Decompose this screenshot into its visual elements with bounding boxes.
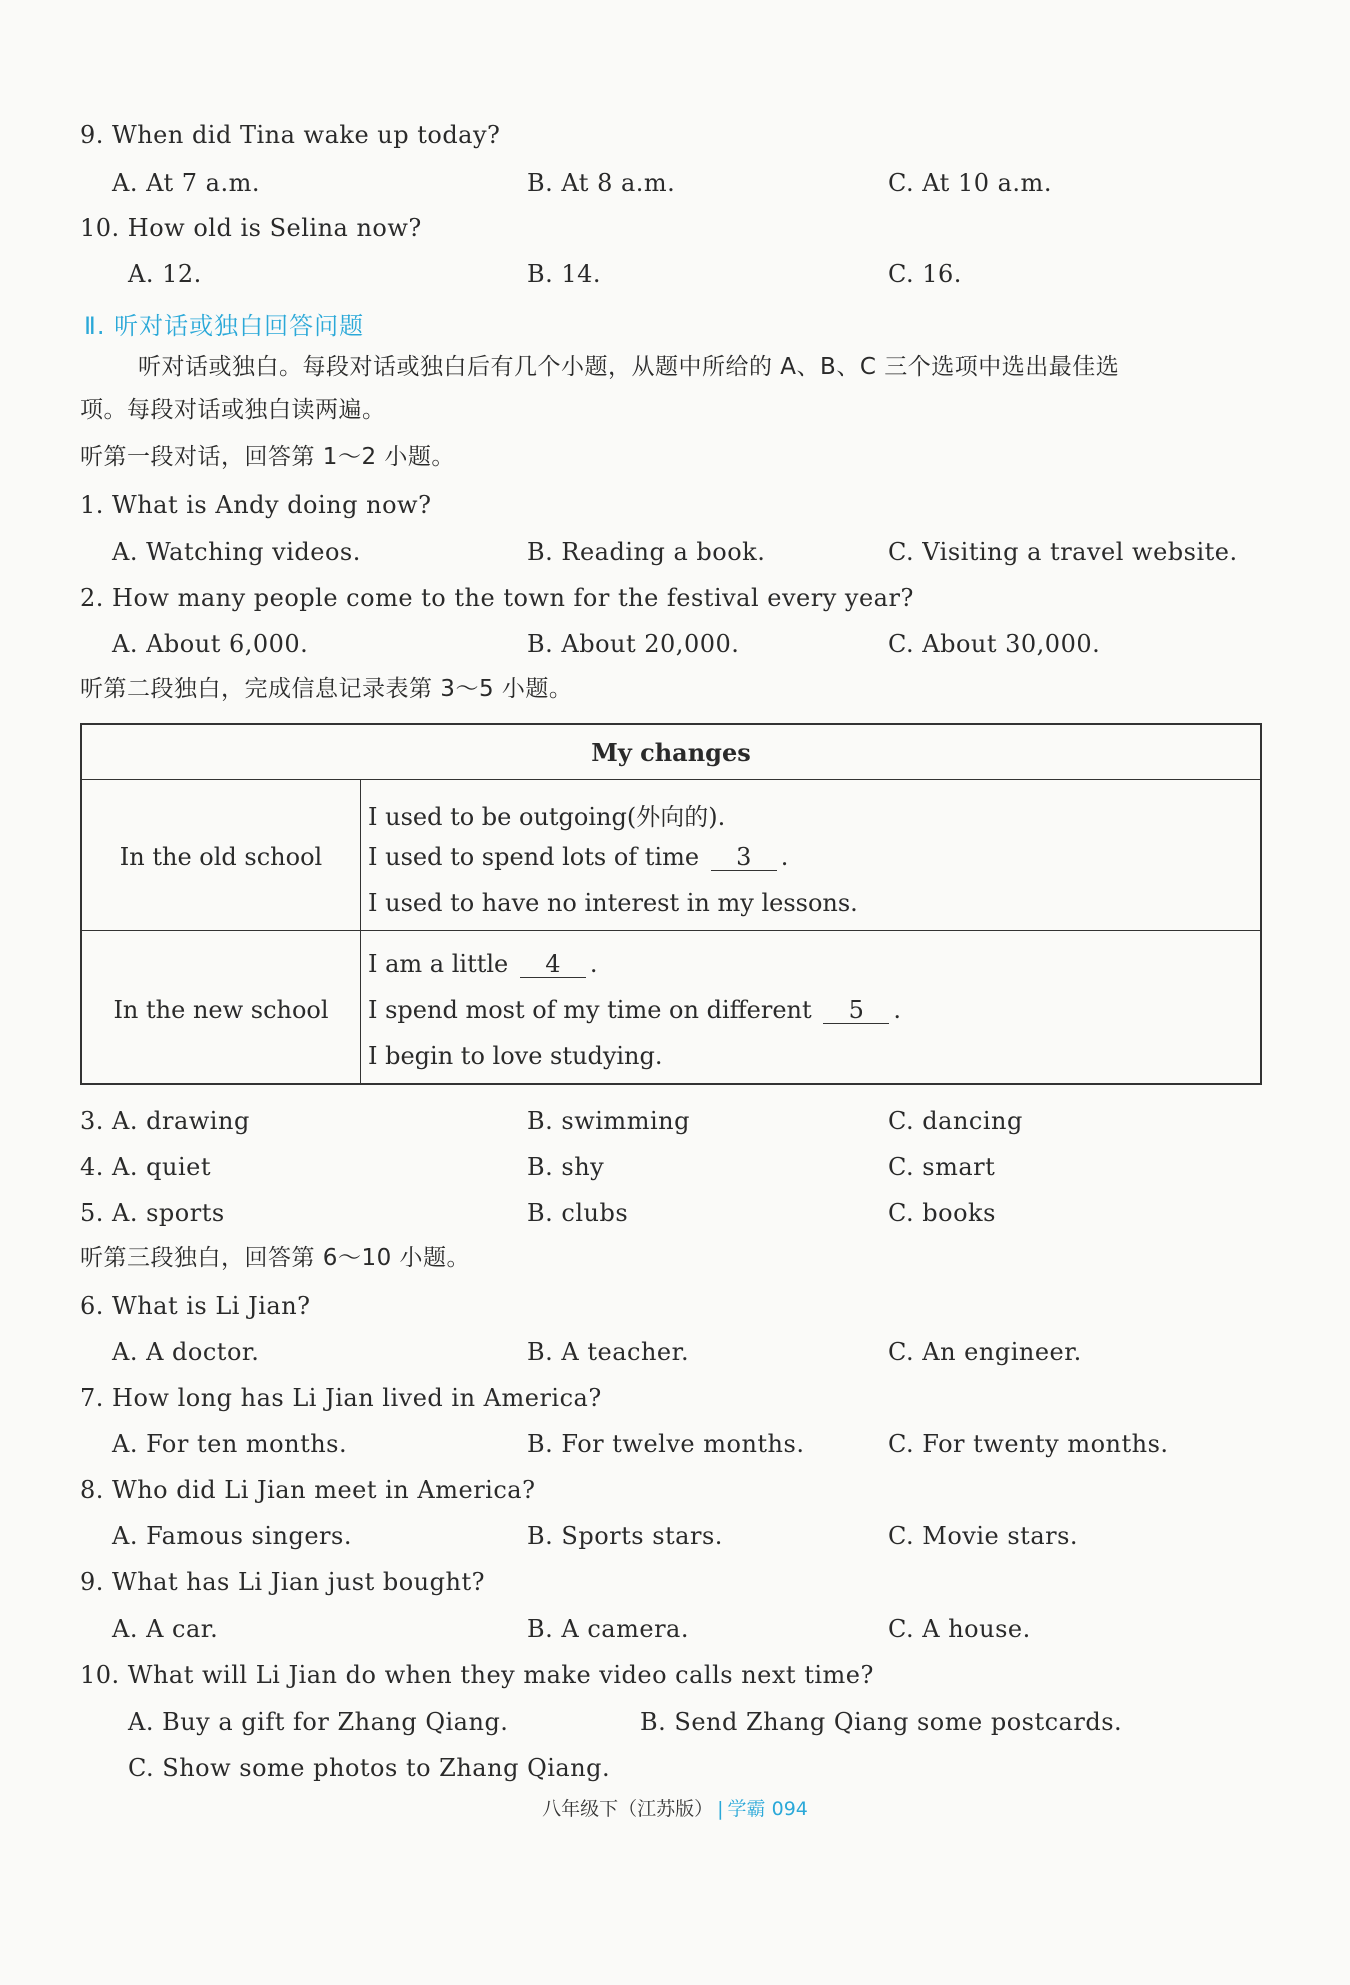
- question-7: 7. How long has Li Jian lived in America?: [80, 1384, 602, 1412]
- table-row-divider: [82, 930, 1260, 931]
- blank-4[interactable]: 4: [520, 952, 586, 978]
- option-a: A. Buy a gift for Zhang Qiang.: [128, 1708, 509, 1736]
- instruction-monologue3: 听第三段独白，回答第 6～10 小题。: [80, 1245, 471, 1271]
- table-text: .: [589, 950, 598, 978]
- page-number: 094: [771, 1798, 808, 1820]
- table-title: My changes: [82, 725, 1260, 780]
- option-b: B. 14.: [527, 260, 602, 288]
- table-text: .: [780, 843, 789, 871]
- question-10: 10. How old is Selina now?: [80, 214, 422, 242]
- option-a: 5. A. sports: [80, 1199, 225, 1227]
- question-10: 10. What will Li Jian do when they make video calls next time?: [80, 1661, 874, 1689]
- table-text: I begin to love studying.: [368, 1042, 663, 1070]
- table-text: .: [893, 996, 901, 1024]
- option-c: C. For twenty months.: [888, 1430, 1169, 1458]
- row-label-new-school: In the new school: [113, 996, 329, 1024]
- option-b: B. About 20,000.: [527, 630, 740, 658]
- option-a: A. For ten months.: [112, 1430, 348, 1458]
- option-c: C. books: [888, 1199, 996, 1227]
- option-c: C. An engineer.: [888, 1338, 1082, 1366]
- blank-5[interactable]: 5: [823, 998, 889, 1024]
- option-a: 3. A. drawing: [80, 1107, 250, 1135]
- section-intro-line2: 项。每段对话或独白读两遍。: [80, 397, 386, 423]
- option-c: C. About 30,000.: [888, 630, 1101, 658]
- option-a: A. About 6,000.: [112, 630, 309, 658]
- footer-separator: |: [717, 1798, 724, 1820]
- table-text-with-blank: [368, 950, 598, 978]
- my-changes-table: [80, 723, 1262, 1085]
- option-b: B. At 8 a.m.: [527, 169, 676, 197]
- question-8: 8. Who did Li Jian meet in America?: [80, 1476, 536, 1504]
- question-2: 2. How many people come to the town for the festival every year?: [80, 584, 914, 612]
- option-c: C. smart: [888, 1153, 996, 1181]
- page-footer: [0, 1794, 1350, 1821]
- option-c: C. dancing: [888, 1107, 1023, 1135]
- option-c: C. A house.: [888, 1615, 1031, 1643]
- table-text: I am a little: [368, 950, 509, 978]
- option-c: C. Visiting a travel website.: [888, 538, 1238, 566]
- option-a: A. At 7 a.m.: [112, 169, 260, 197]
- table-text: I spend most of my time on different: [368, 996, 812, 1024]
- footer-brand: 学霸: [727, 1798, 766, 1820]
- section-title: Ⅱ. 听对话或独白回答问题: [84, 312, 365, 340]
- blank-3[interactable]: 3: [711, 845, 777, 871]
- question-6: 6. What is Li Jian?: [80, 1292, 311, 1320]
- option-b: B. clubs: [527, 1199, 629, 1227]
- option-a: A. A doctor.: [112, 1338, 260, 1366]
- table-text-with-blank: [368, 843, 788, 871]
- option-b: B. swimming: [527, 1107, 690, 1135]
- option-b: B. A camera.: [527, 1615, 689, 1643]
- table-text-with-blank: [368, 996, 901, 1024]
- option-a: A. A car.: [112, 1615, 219, 1643]
- instruction-monologue2: 听第二段独白，完成信息记录表第 3～5 小题。: [80, 676, 573, 702]
- option-a: A. Watching videos.: [112, 538, 361, 566]
- option-a: A. Famous singers.: [112, 1522, 352, 1550]
- table-text: I used to be outgoing(外向的).: [368, 803, 726, 831]
- question-9: 9. What has Li Jian just bought?: [80, 1568, 485, 1596]
- section-intro-line1: 听对话或独白。每段对话或独白后有几个小题，从题中所给的 A、B、C 三个选项中选出最佳选: [138, 354, 1120, 380]
- option-b: B. A teacher.: [527, 1338, 690, 1366]
- option-c: C. 16.: [888, 260, 962, 288]
- instruction-dialog1: 听第一段对话，回答第 1～2 小题。: [80, 444, 455, 470]
- option-a: A. 12.: [128, 260, 202, 288]
- question-1: 1. What is Andy doing now?: [80, 491, 432, 519]
- option-b: B. shy: [527, 1153, 605, 1181]
- option-c: C. Show some photos to Zhang Qiang.: [128, 1754, 611, 1782]
- footer-grade: 八年级下（江苏版）: [542, 1798, 714, 1820]
- table-column-divider: [360, 779, 361, 1085]
- table-text: I used to spend lots of time: [368, 843, 700, 871]
- table-text: I used to have no interest in my lessons.: [368, 889, 858, 917]
- option-b: B. Sports stars.: [527, 1522, 723, 1550]
- option-b: B. Send Zhang Qiang some postcards.: [640, 1708, 1123, 1736]
- question-9: 9. When did Tina wake up today?: [80, 121, 501, 149]
- option-c: C. Movie stars.: [888, 1522, 1079, 1550]
- option-a: 4. A. quiet: [80, 1153, 211, 1181]
- option-b: B. Reading a book.: [527, 538, 766, 566]
- option-c: C. At 10 a.m.: [888, 169, 1052, 197]
- option-b: B. For twelve months.: [527, 1430, 805, 1458]
- row-label-old-school: In the old school: [119, 843, 323, 871]
